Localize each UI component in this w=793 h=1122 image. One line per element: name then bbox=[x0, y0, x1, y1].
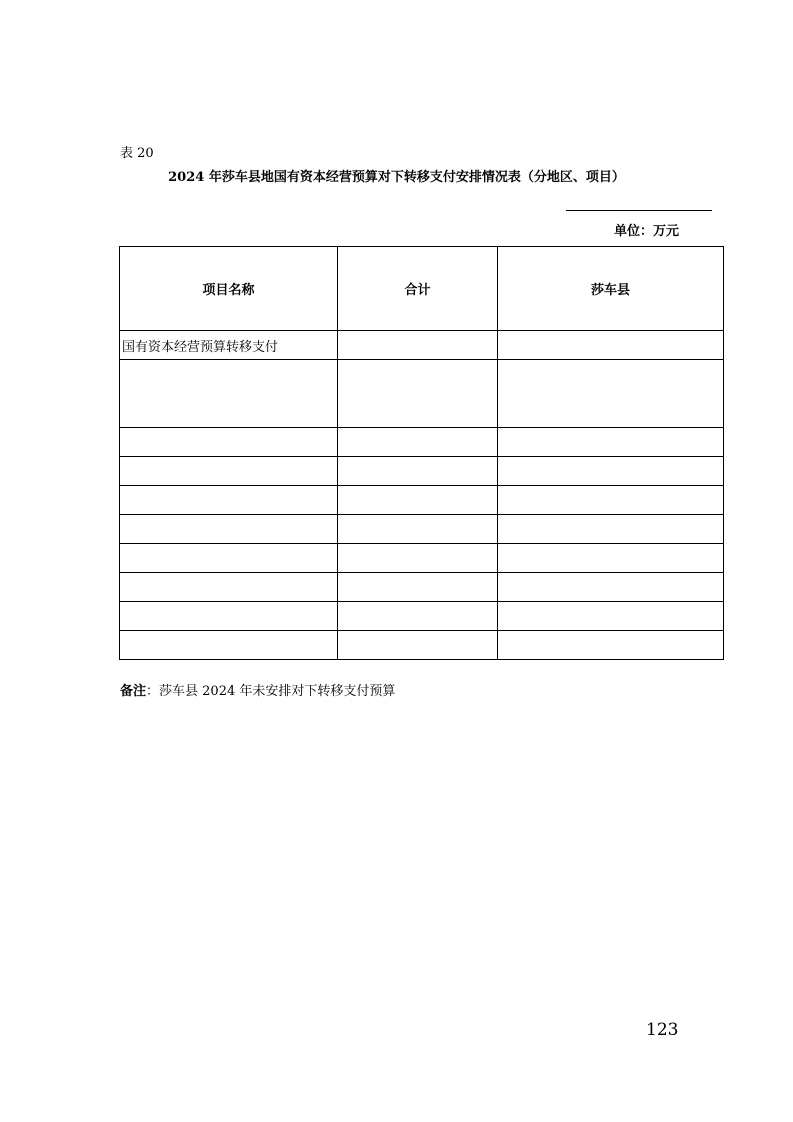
table-cell-total bbox=[338, 457, 498, 486]
table-cell-project-name bbox=[120, 428, 338, 457]
table-cell-shache-county bbox=[498, 428, 724, 457]
table-number: 表 20 bbox=[120, 146, 154, 161]
table-cell-total bbox=[338, 486, 498, 515]
table-cell-total bbox=[338, 544, 498, 573]
table-row bbox=[120, 457, 724, 486]
table-cell-project-name bbox=[120, 602, 338, 631]
footnote bbox=[120, 680, 395, 699]
column-header-shache-county: 莎车县 bbox=[498, 247, 724, 331]
unit-label: 单位：万元 bbox=[614, 224, 680, 239]
table-cell-project-name bbox=[120, 486, 338, 515]
table-cell-project-name bbox=[120, 631, 338, 660]
table-row bbox=[120, 360, 724, 428]
table-cell-shache-county bbox=[498, 631, 724, 660]
table-row bbox=[120, 486, 724, 515]
footnote-label: 备注 bbox=[120, 684, 147, 699]
table-header-row bbox=[120, 247, 724, 331]
table-cell-project-name bbox=[120, 544, 338, 573]
table-cell-total bbox=[338, 428, 498, 457]
table-cell-total bbox=[338, 360, 498, 428]
table-cell-total bbox=[338, 602, 498, 631]
column-header-project-name: 项目名称 bbox=[120, 247, 338, 331]
unit-underline bbox=[566, 210, 712, 211]
footnote-colon: ： bbox=[146, 684, 160, 699]
table-cell-project-name bbox=[120, 360, 338, 428]
table-row bbox=[120, 631, 724, 660]
table-cell-shache-county bbox=[498, 544, 724, 573]
table-cell-total bbox=[338, 573, 498, 602]
table-cell-shache-county bbox=[498, 360, 724, 428]
table-cell-shache-county bbox=[498, 573, 724, 602]
table-cell-project-name bbox=[120, 515, 338, 544]
table-cell-project-name bbox=[120, 457, 338, 486]
table-cell-shache-county bbox=[498, 602, 724, 631]
table-row bbox=[120, 573, 724, 602]
page-number: 123 bbox=[646, 1020, 679, 1040]
table-cell-shache-county bbox=[498, 486, 724, 515]
table-cell-project-name bbox=[120, 573, 338, 602]
transfer-payment-table bbox=[119, 246, 724, 660]
table-cell-total bbox=[338, 331, 498, 360]
table-row bbox=[120, 428, 724, 457]
table-row bbox=[120, 515, 724, 544]
table-cell-shache-county bbox=[498, 457, 724, 486]
table-row bbox=[120, 331, 724, 360]
footnote-text: 莎车县 2024 年未安排对下转移支付预算 bbox=[159, 684, 396, 699]
table-cell-total bbox=[338, 515, 498, 544]
table-cell-shache-county bbox=[498, 515, 724, 544]
table-row bbox=[120, 544, 724, 573]
table-cell-project-name: 国有资本经营预算转移支付 bbox=[120, 331, 338, 360]
table-row bbox=[120, 602, 724, 631]
table-cell-total bbox=[338, 631, 498, 660]
table-cell-shache-county bbox=[498, 331, 724, 360]
column-header-total: 合计 bbox=[338, 247, 498, 331]
document-title: 2024 年莎车县地国有资本经营预算对下转移支付安排情况表（分地区、项目） bbox=[168, 170, 625, 185]
